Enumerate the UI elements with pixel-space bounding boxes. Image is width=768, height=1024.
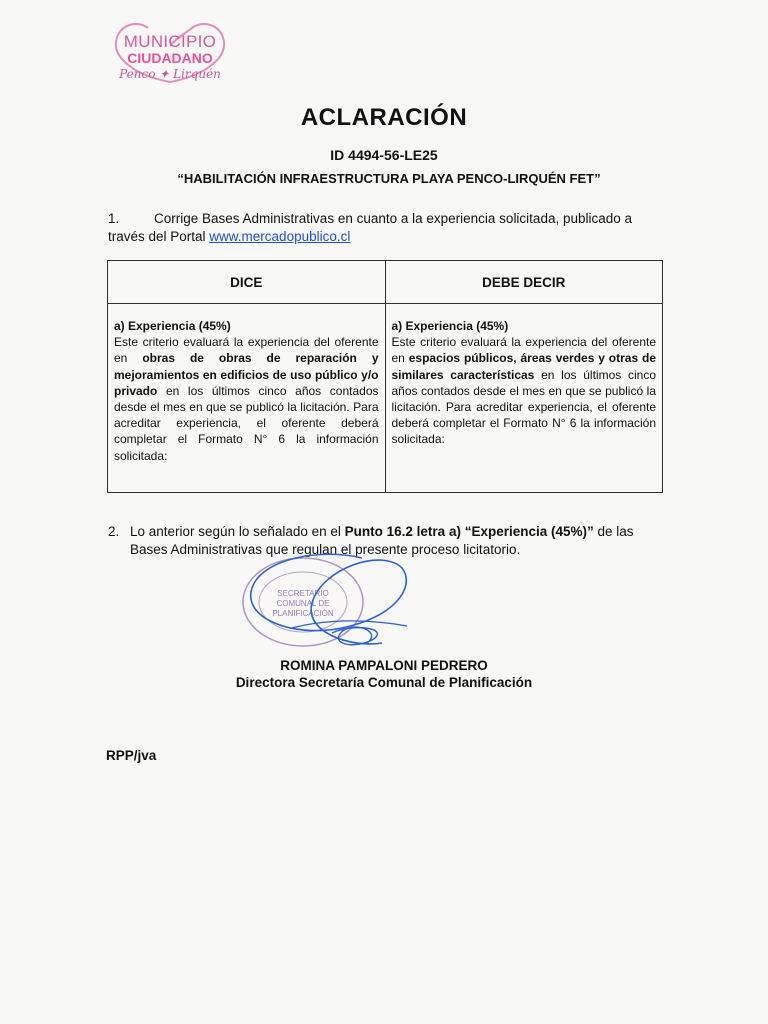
document-title: ACLARACIÓN	[300, 104, 468, 131]
cell-dice-bold: obras de obras de reparación y mejoramientos en edificios de uso público y/o privado	[114, 351, 379, 398]
stamp-text-2: COMUNAL DE	[276, 599, 330, 608]
table-header-row	[108, 261, 663, 304]
cell-debe-decir-text-1: Este criterio evaluará la experiencia del oferente en	[391, 335, 656, 366]
cell-debe-decir-text-2: en los últimos cinco años contados desde el mes en que se publicó la licitación. Para acreditar experiencia, el oferente deberá completar el Formato N° 6 la información solicitada:	[391, 367, 657, 447]
table-row	[108, 304, 663, 493]
logo-line-municipio: MUNICIPIO	[123, 32, 217, 51]
header-dice: DICE	[108, 261, 386, 304]
logo-line-penco-lirquen: Penco ✦ Lirquén	[119, 67, 221, 81]
mercadopublico-link[interactable]: www.mercadopublico.cl	[209, 229, 351, 244]
stamp-text-1: SECRETARIO	[277, 589, 329, 598]
cell-dice	[108, 304, 386, 493]
cell-dice-text-2: en los últimos cinco años contados desde el mes en que se publicó la licitación. Para acreditar experiencia, el oferente deberá completar el Formato N° 6 la información solicitada:	[114, 383, 379, 463]
cell-dice-text-1: Este criterio evaluará la experiencia del oferente en	[114, 335, 379, 366]
signer-role: Directora Secretaría Comunal de Planificación	[235, 675, 533, 690]
cell-dice-heading: a) Experiencia (45%)	[114, 319, 231, 333]
signer-name: ROMINA PAMPALONI PEDRERO	[280, 658, 488, 673]
stamp-text-3: PLANIFICACIÓN	[272, 609, 334, 618]
item-2-text-1: Lo anterior según lo señalado en el	[130, 524, 345, 539]
item-2-line-2: Bases Administrativas que regulan el presente proceso licitatorio.	[130, 542, 521, 557]
cell-debe-decir	[385, 304, 663, 493]
header-debe-decir: DEBE DECIR	[385, 261, 663, 304]
handwritten-signature	[232, 548, 432, 658]
item-2-bold: Punto 16.2 letra a) “Experiencia (45%)”	[344, 524, 594, 539]
reference-initials: RPP/jva	[106, 748, 157, 763]
municipality-logo	[108, 20, 232, 86]
tender-id: ID 4494-56-LE25	[330, 147, 438, 163]
cell-debe-decir-bold: espacios públicos, áreas verdes y otras de similares características	[391, 351, 656, 382]
tender-subtitle: “HABILITACIÓN INFRAESTRUCTURA PLAYA PENCO-LIRQUÉN FET”	[177, 171, 601, 186]
item-2-text-2: de las	[593, 524, 634, 539]
logo-line-ciudadano: CIUDADANO	[127, 50, 213, 66]
item-1-number: 1.	[108, 211, 120, 226]
comparison-table	[107, 260, 663, 493]
item-1-paragraph	[108, 210, 648, 246]
item-2-number: 2.	[108, 524, 120, 539]
cell-debe-decir-heading: a) Experiencia (45%)	[391, 319, 509, 333]
item-1-text: Corrige Bases Administrativas en cuanto a la experiencia solicitada, publicado a través del Portal	[108, 211, 633, 244]
